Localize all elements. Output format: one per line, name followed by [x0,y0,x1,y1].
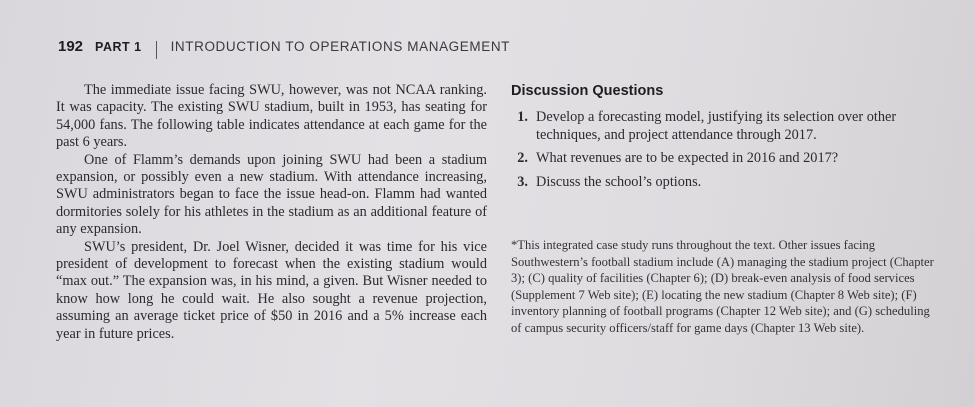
question-number: 1. [517,109,528,125]
discussion-questions-section [508,82,948,197]
body-paragraph: SWU’s president, Dr. Joel Wisner, decided it was time for his vice president of development to forecast when the existing stadium would “max out.” The expansion was, in his mind, a given. But Wisner needed to know how long he could wait. He also sought a revenue projection, assuming an average ticket price of $50 in 2016 and a 5% increase each year in future prices. [56,238,487,342]
page-number: 192 [58,38,84,55]
part-label: PART 1 [95,40,142,54]
body-paragraph: The immediate issue facing SWU, however, was not NCAA ranking. It was capacity. The existing SWU stadium, built in 1953, has seating for 54,000 fans. The following table indicates attendance at each game for the past 6 years. [56,82,487,151]
question-item [508,109,948,144]
question-item [508,150,948,168]
case-body-text [56,82,487,343]
chapter-title: INTRODUCTION TO OPERATIONS MANAGEMENT [170,39,511,54]
question-list [508,109,948,191]
question-number: 2. [517,150,528,167]
question-item [508,174,948,192]
running-header [58,38,510,62]
question-number: 3. [517,173,528,190]
question-text: Discuss the school’s options. [536,173,702,190]
question-text: Develop a forecasting model, justifying its selection over other techniques, and project attendance through 2017. [536,109,897,143]
discussion-questions-title: Discussion Questions [511,83,664,99]
header-divider [156,41,157,59]
body-paragraph: One of Flamm’s demands upon joining SWU had been a stadium expansion, or possibly even a new stadium. With attendance increasing, SWU administrators began to face the issue head-on. Flamm had wanted dormitories solely for his athletes in the stadium as an additional feature of any expansion. [56,151,487,238]
case-study-footnote: *This integrated case study runs throughout the text. Other issues facing Southwestern’s football stadium include (A) managing the stadium project (Chapter 3); (C) quality of facilities (Chapter 6); (D) break-even analysis of food services (Supplement 7 Web site); (E) locating the new stadium (Chapter 8 Web site); (F) inventory planning of football programs (Chapter 12 Web site); and (G) scheduling of campus security officers/staff for game days (Chapter 13 Web site). [511,238,934,335]
question-text: What revenues are to be expected in 2016 and 2017? [536,150,839,167]
